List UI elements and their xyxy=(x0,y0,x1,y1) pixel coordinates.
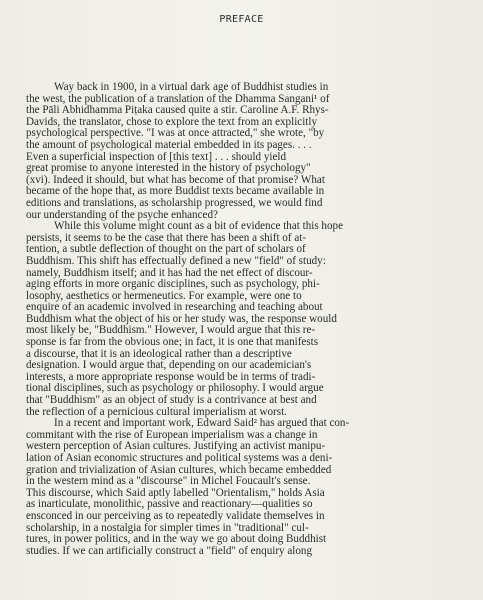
text-line: In a recent and important work, Edward Said² has argued that con- xyxy=(54,418,350,430)
text-line: tures, in power politics, and in the way we go about doing Buddhist xyxy=(26,534,327,546)
text-line: became of the hope that, as more Buddist texts became available in xyxy=(26,186,325,198)
text-line: studies. If we can artificially construct a "field" of enquiry along xyxy=(26,545,312,557)
text-line: Buddhism. This shift has effectually defined a new "field" of study: xyxy=(26,255,326,267)
text-line: aging efforts in more organic disciplines, such as psychology, phi- xyxy=(26,279,320,291)
text-line: losophy, aesthetics or hermeneutics. For example, were one to xyxy=(26,290,302,302)
page-title: PREFACE xyxy=(219,14,264,25)
text-line: namely, Buddhism itself; and it has had the net effect of discour- xyxy=(26,267,313,279)
text-line: designation. I would argue that, depending on our academician's xyxy=(26,360,312,372)
text-line: (xvi). Indeed it should, but what has become of that promise? What xyxy=(26,174,325,186)
text-line: tention, a subtle deflection of thought on the part of scholars of xyxy=(26,244,306,256)
text-line: gration and trivialization of Asian cultures, which became embedded xyxy=(26,464,332,476)
text-line: commitant with the rise of European imperialism was a change in xyxy=(26,429,318,441)
text-line: This discourse, which Said aptly labelled "Orientalism," holds Asia xyxy=(26,487,325,499)
text-line: enquire of an academic involved in researching and teaching about xyxy=(26,302,323,314)
text-line: the amount of psychological material embedded in its pages. . . . xyxy=(26,139,312,151)
text-line: the Pāli Abhidhamma Piṭaka caused quite a stir. Caroline A.F. Rhys- xyxy=(26,105,329,117)
text-line: Even a superficial inspection of [this text] . . . should yield xyxy=(26,151,287,163)
text-line: Way back in 1900, in a virtual dark age of Buddhist studies in xyxy=(54,82,329,93)
text-line: the west, the publication of a translation of the Dhamma Sangani¹ of xyxy=(26,93,330,105)
text-line: ensconced in our perceiving as to repeatedly validate themselves in xyxy=(26,510,325,522)
text-line: tional disciplines, such as psychology or philosophy. I would argue xyxy=(26,383,324,395)
text-line: most likely be, "Buddhism." However, I would argue that this re- xyxy=(26,325,316,337)
text-line: as inarticulate, monolithic, passive and reactionary—qualities so xyxy=(26,499,313,511)
text-line: great promise to anyone interested in the history of psychology" xyxy=(26,163,311,175)
text-line: editions and translations, as scholarship progressed, we would find xyxy=(26,197,323,209)
text-line: lation of Asian economic structures and political systems was a deni- xyxy=(26,453,333,464)
text-line: Buddhism what the object of his or her study was, the response would xyxy=(26,313,337,325)
text-line: that "Buddhism" as an object of study is a contrivance at best and xyxy=(26,395,317,407)
text-line: a discourse, that it is an ideological rather than a descriptive xyxy=(26,348,292,360)
text-line: persists, it seems to be the case that there has been a shift of at- xyxy=(26,232,307,244)
text-line: in the western mind as a "discourse" in Michel Foucault's sense. xyxy=(26,476,311,488)
text-line: the reflection of a pernicious cultural imperialism at worst. xyxy=(26,406,287,418)
text-line: our understanding of the psyche enhanced? xyxy=(26,209,218,221)
text-line: Davids, the translator, chose to explore the text from an explicitly xyxy=(26,116,317,128)
text-line: psychological perspective. "I was at once attracted," she wrote, "by xyxy=(26,128,325,140)
text-line: While this volume might count as a bit of evidence that this hope xyxy=(54,221,343,233)
text-line: western perception of Asian cultures. Justifying an activist manipu- xyxy=(26,441,326,453)
text-line: scholarship, in a nostalgia for simpler times in "traditional" cul- xyxy=(26,522,309,534)
text-line: sponse is far from the obvious one; in fact, it is one that manifests xyxy=(26,337,319,349)
text-line: interests, a more appropriate response would be in terms of tradi- xyxy=(26,371,316,383)
preface-body xyxy=(26,82,466,557)
